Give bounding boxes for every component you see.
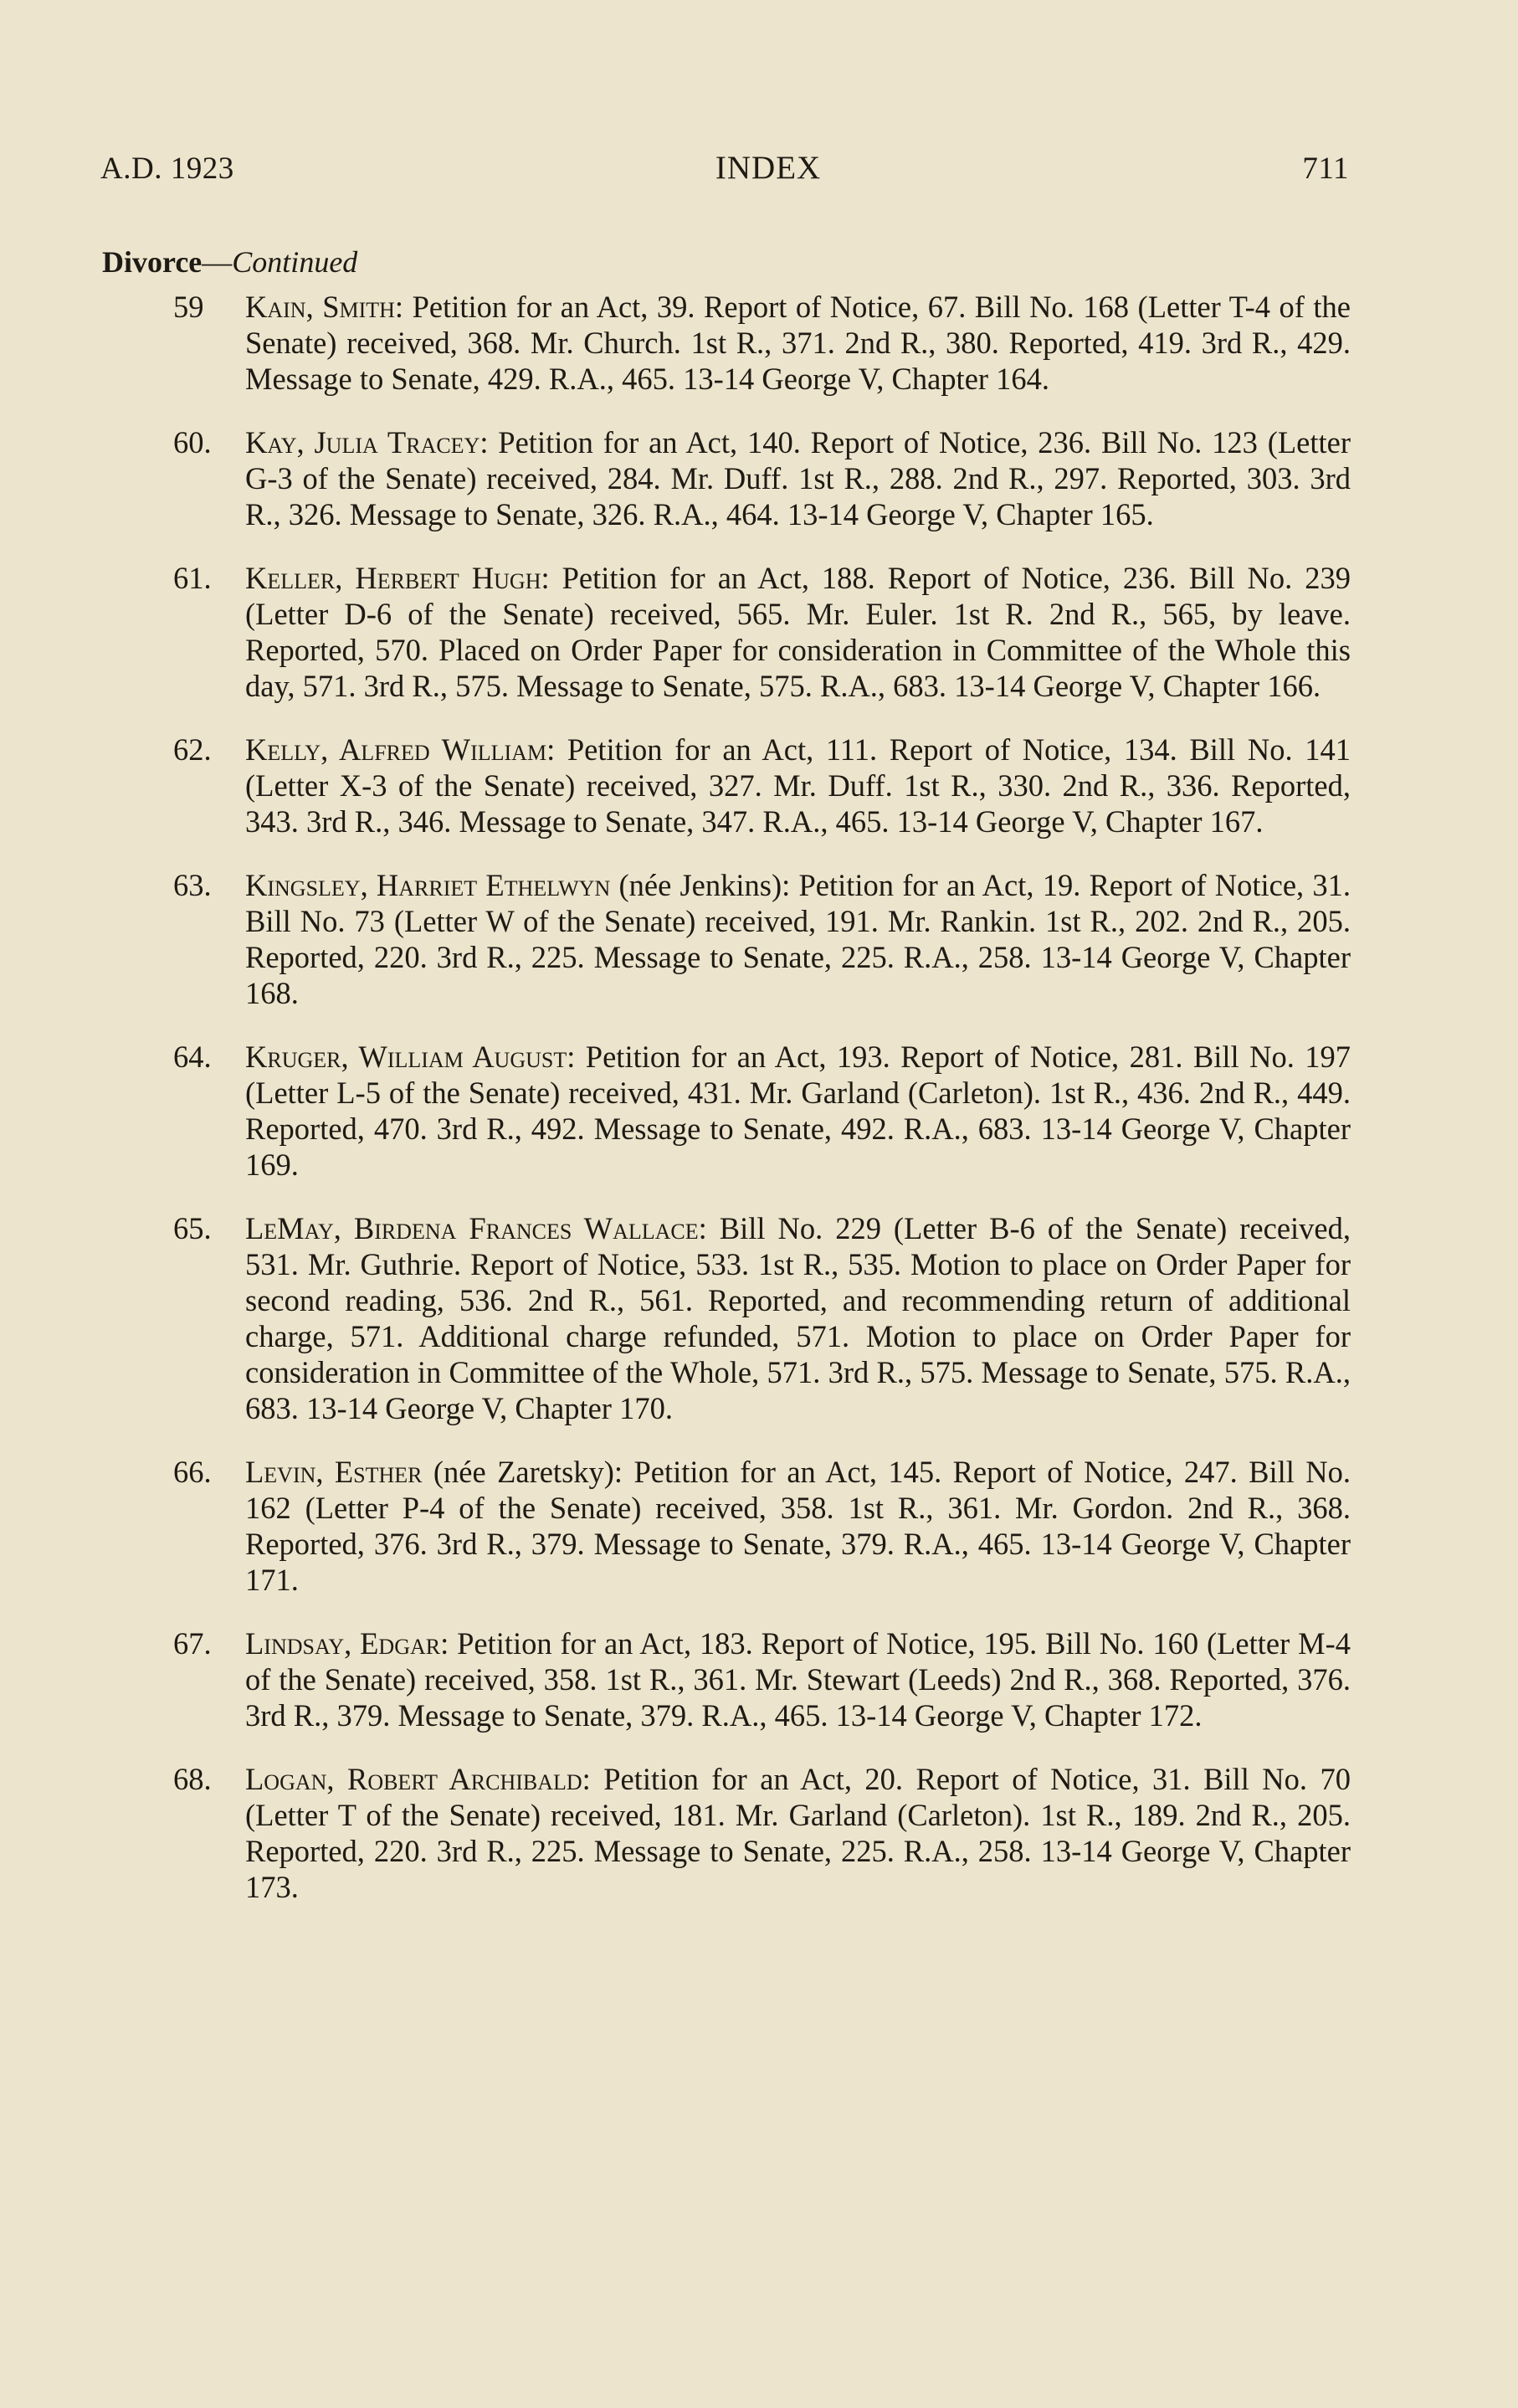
entry-text: Petition for an Act, 111. Report of Notice, 134. Bill No. 141 (Letter X-3 of the Senate) received, 327. Mr. Duff. 1st R., 330. 2nd R., 336. Reported, 343. 3rd R., 346. Message to Senate, 347. R.A., 465. 13-14 George V, Chapter 167.	[245, 732, 1351, 839]
list-item	[173, 1454, 1351, 1598]
entry-name: Kain, Smith:	[245, 290, 404, 324]
entry-name: Levin, Esther	[245, 1455, 423, 1489]
entry-text: Petition for an Act, 140. Report of Notice, 236. Bill No. 123 (Letter G-3 of the Senate) received, 284. Mr. Duff. 1st R., 288. 2nd R., 297. Reported, 303. 3rd R., 326. Message to Senate, 326. R.A., 464. 13-14 George V, Chapter 165.	[245, 425, 1351, 531]
section-continued: Continued	[232, 245, 358, 279]
entry-text: Petition for an Act, 188. Report of Notice, 236. Bill No. 239 (Letter D-6 of the Senate) received, 565. Mr. Euler. 1st R. 2nd R., 565, by leave. Reported, 570. Placed on Order Paper for consideration in Committee of the Whole this day, 571. 3rd R., 575. Message to Senate, 575. R.A., 683. 13-14 George V, Chapter 166.	[245, 561, 1351, 703]
list-item	[173, 560, 1351, 704]
entry-text: (née Jenkins): Petition for an Act, 19. Report of Notice, 31. Bill No. 73 (Letter W of the Senate) received, 191. Mr. Rankin. 1st R., 202. 2nd R., 205. Reported, 220. 3rd R., 225. Message to Senate, 225. R.A., 258. 13-14 George V, Chapter 168.	[245, 868, 1351, 1010]
section-title: Divorce	[102, 245, 203, 279]
entry-name: LeMay, Birdena Frances Wallace:	[245, 1211, 707, 1245]
list-item	[173, 732, 1351, 839]
entry-number: 66.	[173, 1455, 212, 1489]
page-number: 711	[1302, 151, 1349, 186]
list-item	[173, 1039, 1351, 1183]
entry-number: 64.	[173, 1040, 212, 1074]
header-title: INDEX	[715, 150, 822, 186]
running-head	[100, 149, 1349, 187]
list-item	[173, 1761, 1351, 1905]
entry-number: 60.	[173, 425, 212, 460]
entry-name: Lindsay, Edgar:	[245, 1626, 449, 1661]
header-year: A.D. 1923	[100, 151, 234, 186]
entry-text: Petition for an Act, 20. Report of Notice, 31. Bill No. 70 (Letter T of the Senate) received, 181. Mr. Garland (Carleton). 1st R., 189. 2nd R., 205. Reported, 220. 3rd R., 225. Message to Senate, 225. R.A., 258. 13-14 George V, Chapter 173.	[245, 1762, 1351, 1904]
entry-text: Bill No. 229 (Letter B-6 of the Senate) received, 531. Mr. Guthrie. Report of Notice, 533. 1st R., 535. Motion to place on Order Paper for second reading, 536. 2nd R., 561. Reported, and recommending return of additional charge, 571. Additional charge refunded, 571. Motion to place on Order Paper for consideration in Committee of the Whole, 571. 3rd R., 575. Message to Senate, 575. R.A., 683. 13-14 George V, Chapter 170.	[245, 1211, 1351, 1425]
entry-list	[0, 289, 1518, 1933]
entry-number: 61.	[173, 561, 212, 595]
entry-text: (née Zaretsky): Petition for an Act, 145. Report of Notice, 247. Bill No. 162 (Letter P-4 of the Senate) received, 358. 1st R., 361. Mr. Gordon. 2nd R., 368. Reported, 376. 3rd R., 379. Message to Senate, 379. R.A., 465. 13-14 George V, Chapter 171.	[245, 1455, 1351, 1597]
entry-name: Kingsley, Harriet Ethelwyn	[245, 868, 611, 902]
entry-number: 65.	[173, 1211, 212, 1245]
entry-number: 62.	[173, 732, 212, 767]
entry-text: Petition for an Act, 183. Report of Notice, 195. Bill No. 160 (Letter M-4 of the Senate) received, 358. 1st R., 361. Mr. Stewart (Leeds) 2nd R., 368. Reported, 376. 3rd R., 379. Message to Senate, 379. R.A., 465. 13-14 George V, Chapter 172.	[245, 1626, 1351, 1733]
entry-name: Kruger, William August:	[245, 1040, 576, 1074]
list-item	[173, 1210, 1351, 1426]
entry-number: 68.	[173, 1762, 212, 1796]
entry-name: Kay, Julia Tracey:	[245, 425, 489, 460]
entry-number: 59	[173, 290, 204, 324]
list-item	[173, 867, 1351, 1011]
entry-name: Keller, Herbert Hugh:	[245, 561, 550, 595]
entry-number: 63.	[173, 868, 212, 902]
entry-name: Kelly, Alfred William:	[245, 732, 556, 767]
entry-name: Logan, Robert Archibald:	[245, 1762, 591, 1796]
section-dash: —	[202, 245, 233, 279]
list-item	[173, 424, 1351, 532]
section-heading	[102, 244, 1351, 280]
list-item	[173, 1625, 1351, 1733]
list-item	[173, 289, 1351, 397]
entry-text: Petition for an Act, 39. Report of Notice, 67. Bill No. 168 (Letter T-4 of the Senate) received, 368. Mr. Church. 1st R., 371. 2nd R., 380. Reported, 419. 3rd R., 429. Message to Senate, 429. R.A., 465. 13-14 George V, Chapter 164.	[245, 290, 1351, 396]
entry-text: Petition for an Act, 193. Report of Notice, 281. Bill No. 197 (Letter L-5 of the Senate) received, 431. Mr. Garland (Carleton). 1st R., 436. 2nd R., 449. Reported, 470. 3rd R., 492. Message to Senate, 492. R.A., 683. 13-14 George V, Chapter 169.	[245, 1040, 1351, 1182]
entry-number: 67.	[173, 1626, 212, 1661]
